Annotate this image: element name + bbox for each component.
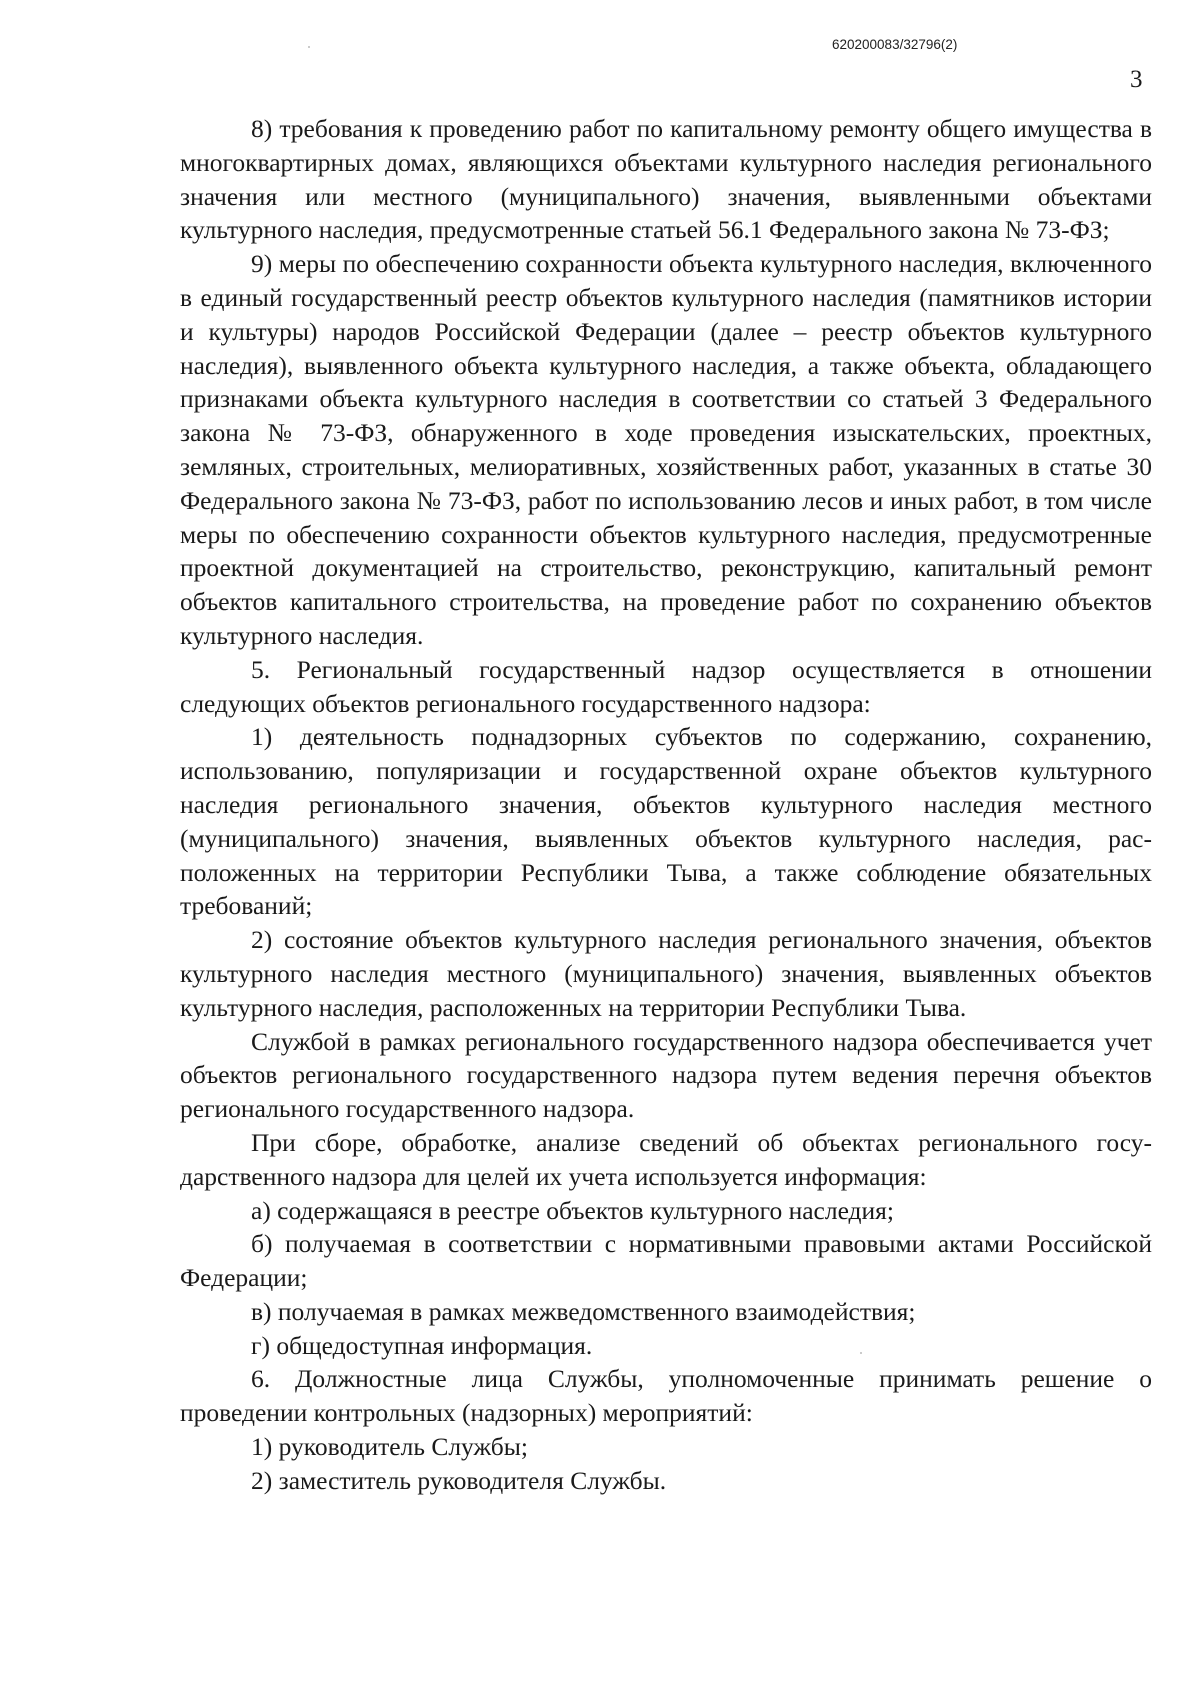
paragraph-clause-6: 6. Должностные лица Службы, уполномоченные принимать решение о проведении контрольных (надзорных) мероприятий: bbox=[180, 1364, 1152, 1428]
paragraph-source-v: в) получаемая в рамках межведомственного взаимодействия; bbox=[251, 1296, 916, 1326]
scan-speck bbox=[308, 46, 310, 48]
paragraph-item-8: 8) требования к проведению работ по капитальному ремонту общего имущества в многоквартирных домах, являющихся объектами культурного наследия регионального значения или местного (муниципального) значения, выявленными объектами культурного наследия, предусмотренные статьей 56.1 Федерального закона № 73-ФЗ; bbox=[180, 114, 1152, 245]
document-code: 620200083/32796(2) bbox=[832, 37, 958, 52]
paragraph-source-a: а) содержащаяся в реестре объектов культурного наследия; bbox=[251, 1195, 894, 1225]
paragraph-object-1: 1) деятельность поднадзорных субъектов по содержанию, сохранению, использованию, популяризации и государственной охране объектов культурного наследия регионального значения, объектов культурного наследия местного (муниципального) значения, выявленных объектов культурного наследия, расположенных на территории Республики Тыва, а также соблюдение обязательных требований; bbox=[180, 722, 1152, 921]
document-body bbox=[180, 112, 1152, 1498]
paragraph-information-sources: При сборе, обработке, анализе сведений об объектах регионального государственного надзора для целей их учета используется информация: bbox=[180, 1127, 1152, 1191]
paragraph-object-2: 2) состояние объектов культурного наследия регионального значения, объектов культурного наследия местного (муниципального) значения, выявленных объектов культурного наследия, расположенных на территории Республики Тыва. bbox=[180, 925, 1152, 1022]
paragraph-source-b: б) получаемая в соответствии с нормативными правовыми актами Российской Федерации; bbox=[180, 1229, 1152, 1293]
paragraph-clause-5: 5. Региональный государственный надзор осуществляется в отношении следующих объектов регионального государственного надзора: bbox=[180, 654, 1152, 718]
paragraph-official-1: 1) руководитель Службы; bbox=[251, 1432, 528, 1462]
paragraph-source-g: г) общедоступная информация. bbox=[251, 1330, 593, 1360]
paragraph-item-9: 9) меры по обеспечению сохранности объекта культурного наследия, включенного в единый государственный реестр объектов культурного наследия (памятников истории и культуры) народов Российской Федерации (далее – реестр объектов культурного наследия), выявленного объекта культурного наследия, а также объекта, обладающего признаками объекта культурного наследия в соответствии со статьей 3 Федерального закона № 73-ФЗ, обнаруженного в ходе проведения изыскательских, проектных, земляных, строительных, мелиоративных, хозяйственных работ, указанных в статье 30 Федерального закона № 73-ФЗ, работ по использованию лесов и иных работ, в том числе меры по обеспечению сохранности объектов культурного наследия, предусмотренные проектной документацией на строительство, реконструкцию, капитальный ремонт объектов капитального строительства, на проведение работ по сохранению объектов культурного наследия. bbox=[180, 249, 1152, 650]
scan-speck bbox=[860, 1352, 862, 1354]
page-number: 3 bbox=[1130, 66, 1143, 93]
paragraph-official-2: 2) заместитель руководителя Службы. bbox=[251, 1465, 667, 1495]
paragraph-registry: Службой в рамках регионального государственного надзора обеспечивается учет объектов регионального государственного надзора путем ведения перечня объектов регионального государственного надзора. bbox=[180, 1026, 1152, 1124]
